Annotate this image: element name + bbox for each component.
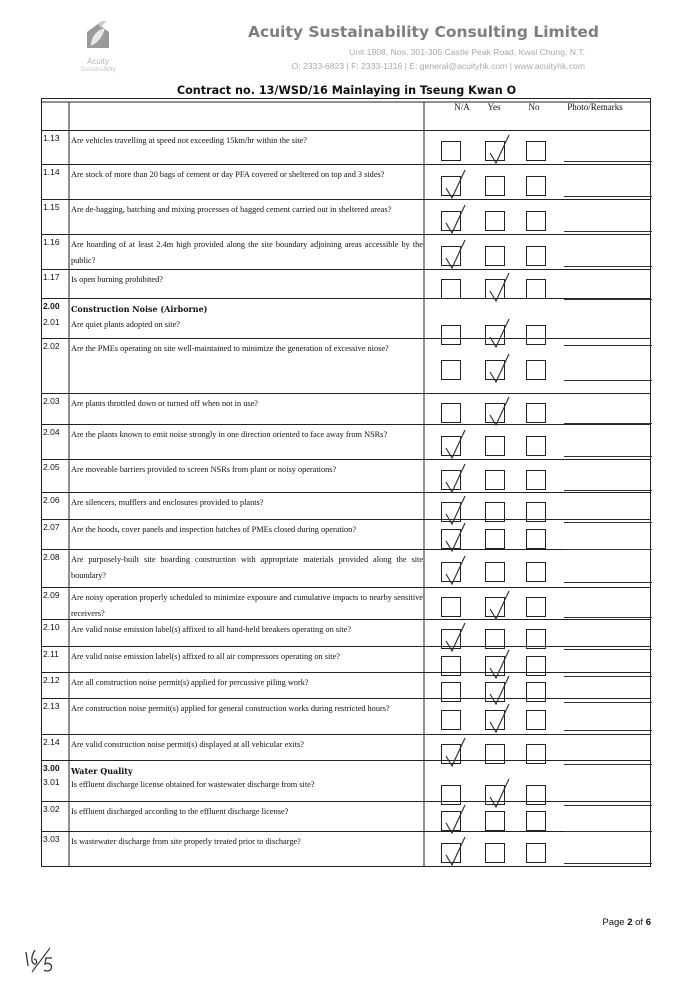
checkbox-no[interactable]: [526, 682, 546, 702]
checkbox-yes[interactable]: [485, 211, 505, 231]
checkbox-na[interactable]: [441, 246, 461, 266]
item-question: Are stock of more than 20 bags of cement or day PFA covered or sheltered on top and 3 sides?: [71, 170, 385, 179]
checklist-row: [41, 459, 651, 493]
item-question: Are valid noise emission label(s) affixed to all hand-held breakers operating on site?: [71, 625, 352, 634]
column-header-no: No: [528, 102, 540, 112]
checkbox-no[interactable]: [526, 629, 546, 649]
checkbox-no[interactable]: [526, 325, 546, 345]
remarks-line[interactable]: [564, 549, 652, 550]
checklist-row: [41, 269, 651, 299]
checklist-row: [41, 199, 651, 235]
checkbox-yes[interactable]: [485, 502, 505, 522]
checkmark-icon: [487, 317, 511, 347]
checkmark-icon: [487, 674, 511, 704]
checklist-row: [41, 393, 651, 425]
item-number: 2.11: [43, 649, 59, 659]
remarks-line[interactable]: [564, 456, 652, 457]
remarks-line[interactable]: [564, 649, 652, 650]
checkbox-yes[interactable]: [485, 279, 505, 299]
checkbox-na[interactable]: [441, 811, 461, 831]
item-question: Are vehicles travelling at speed not exceeding 15km/hr within the site?: [71, 136, 307, 145]
contract-title: Contract no. 13/WSD/16 Mainlaying in Tseung Kwan O: [176, 84, 517, 97]
item-question: Are de-bagging, batching and mixing processes of bagged cement carried out in sheltered areas?: [71, 205, 392, 214]
checkbox-yes[interactable]: [485, 436, 505, 456]
checkmark-icon: [443, 621, 467, 651]
checkbox-no[interactable]: [526, 403, 546, 423]
checkbox-yes[interactable]: [485, 325, 505, 345]
checkmark-icon: [443, 736, 467, 766]
item-question: Are moveable barriers provided to screen NSRs from plant or noisy operations?: [71, 465, 337, 474]
checkbox-no[interactable]: [526, 279, 546, 299]
item-number: 1.17: [43, 272, 60, 282]
checkmark-icon: [443, 803, 467, 833]
checkbox-no[interactable]: [526, 360, 546, 380]
checklist-row: [41, 424, 651, 460]
checkmark-icon: [443, 835, 467, 865]
checkmark-icon: [443, 428, 467, 458]
item-number: 2.05: [43, 462, 60, 472]
remarks-line[interactable]: [564, 490, 652, 491]
item-number: 2.01: [43, 317, 60, 327]
item-question: Are hoarding of at least 2.4m high provided along the site boundary adjoining areas accessible by the public?: [71, 240, 423, 265]
item-question: Are quiet plants adopted on site?: [71, 320, 180, 329]
item-number: 3.02: [43, 804, 60, 814]
remarks-line[interactable]: [564, 702, 652, 703]
checklist-row: [41, 549, 651, 588]
checklist-row: [41, 734, 651, 761]
checkmark-icon: [443, 238, 467, 268]
logo-leaf-icon: [83, 20, 113, 50]
checkbox-no[interactable]: [526, 211, 546, 231]
checkbox-no[interactable]: [526, 470, 546, 490]
remarks-line[interactable]: [564, 831, 652, 832]
remarks-line[interactable]: [564, 423, 652, 424]
item-number: 2.13: [43, 701, 60, 711]
item-question: Are the PMEs operating on site well-maintained to minimize the generation of excessive niose?: [71, 344, 389, 353]
checkbox-no[interactable]: [526, 710, 546, 730]
checkbox-na[interactable]: [441, 279, 461, 299]
company-logo: [62, 20, 134, 74]
item-number: 3.00: [43, 763, 60, 773]
column-header-remarks: Photo/Remarks: [567, 102, 623, 112]
checkbox-na[interactable]: [441, 360, 461, 380]
remarks-line[interactable]: [564, 196, 652, 197]
checkbox-na[interactable]: [441, 502, 461, 522]
checkbox-no[interactable]: [526, 502, 546, 522]
item-question: Are valid construction noise permit(s) displayed at all vehicular exits?: [71, 740, 304, 749]
checklist-row: [41, 519, 651, 550]
item-question: Are plants throttled down or turned off when not in use?: [71, 399, 258, 408]
company-contact: O: 2333-6823 | F: 2333-1316 | E: general@acuityhk.com | www.acuityhk.com: [291, 61, 585, 71]
checklist-row: [41, 646, 651, 673]
checkmark-icon: [487, 589, 511, 619]
item-number: 2.03: [43, 396, 60, 406]
checkbox-na[interactable]: [441, 176, 461, 196]
checkbox-yes[interactable]: [485, 629, 505, 649]
item-question: Are noisy operation properly scheduled to minimize exposure and cumulative impacts to nearby sensitive receivers?: [71, 593, 423, 618]
checkbox-na[interactable]: [441, 597, 461, 617]
checkbox-no[interactable]: [526, 141, 546, 161]
checkbox-yes[interactable]: [485, 176, 505, 196]
checkbox-yes[interactable]: [485, 682, 505, 702]
item-number: 1.13: [43, 133, 60, 143]
checkbox-na[interactable]: [441, 325, 461, 345]
checkmark-icon: [487, 352, 511, 382]
checkbox-no[interactable]: [526, 811, 546, 831]
item-question: Is effluent discharged according to the effluent discharge license?: [71, 807, 289, 816]
section-title: Water Quality: [71, 766, 133, 776]
checkbox-yes[interactable]: [485, 744, 505, 764]
checklist-row: [41, 672, 651, 699]
item-question: Is open burning prohibited?: [71, 275, 163, 284]
item-number: 3.01: [43, 777, 60, 787]
checkbox-no[interactable]: [526, 843, 546, 863]
checkbox-na[interactable]: [441, 436, 461, 456]
checkbox-yes[interactable]: [485, 785, 505, 805]
item-number: 3.03: [43, 834, 60, 844]
section-header-row: [41, 760, 651, 776]
checkbox-yes[interactable]: [485, 843, 505, 863]
checkbox-yes[interactable]: [485, 529, 505, 549]
checkbox-no[interactable]: [526, 246, 546, 266]
checklist-row: [41, 338, 651, 394]
item-number: 2.10: [43, 622, 60, 632]
item-number: 2.04: [43, 427, 60, 437]
item-number: 2.07: [43, 522, 60, 532]
column-header-na: N/A: [454, 102, 470, 112]
checkbox-no[interactable]: [526, 529, 546, 549]
checkbox-na[interactable]: [441, 744, 461, 764]
company-address: Unit 1908, Nos. 301-305 Castle Peak Road, Kwai Chung, N.T.: [349, 47, 585, 57]
item-number: 2.06: [43, 495, 60, 505]
checklist-row: [41, 164, 651, 200]
checkmark-icon: [443, 168, 467, 198]
checklist-row: [41, 775, 651, 801]
logo-subtext: Sustainability: [80, 67, 116, 73]
column-header-yes: Yes: [487, 102, 501, 112]
remarks-line[interactable]: [564, 522, 652, 523]
checkbox-na[interactable]: [441, 785, 461, 805]
checkbox-na[interactable]: [441, 710, 461, 730]
logo-text: Acuity: [87, 57, 109, 66]
checklist-row: [41, 492, 651, 520]
checkbox-yes[interactable]: [485, 360, 505, 380]
checkbox-yes[interactable]: [485, 562, 505, 582]
checkbox-yes[interactable]: [485, 403, 505, 423]
checkbox-yes[interactable]: [485, 246, 505, 266]
checklist-row: [41, 831, 651, 868]
item-question: Are the plants known to emit noise strongly in one direction oriented to face away from NSRs?: [71, 430, 388, 439]
item-question: Are the hoods, cover panels and inspection hatches of PMEs closed during operation?: [71, 525, 357, 534]
remarks-line[interactable]: [564, 805, 652, 806]
checkbox-na[interactable]: [441, 141, 461, 161]
checkbox-yes[interactable]: [485, 811, 505, 831]
checklist-row: [41, 234, 651, 270]
checkbox-no[interactable]: [526, 785, 546, 805]
remarks-line[interactable]: [564, 582, 652, 583]
checkbox-yes[interactable]: [485, 710, 505, 730]
checkmark-icon: [443, 462, 467, 492]
checkbox-na[interactable]: [441, 403, 461, 423]
checklist-row: [41, 698, 651, 735]
checklist-row: [41, 130, 651, 165]
checkbox-no[interactable]: [526, 744, 546, 764]
checkmark-icon: [487, 702, 511, 732]
item-number: 1.14: [43, 167, 60, 177]
checkbox-no[interactable]: [526, 562, 546, 582]
item-number: 1.15: [43, 202, 60, 212]
remarks-line[interactable]: [564, 266, 652, 267]
checklist-row: [41, 801, 651, 832]
checkmark-icon: [443, 494, 467, 524]
remarks-line[interactable]: [564, 863, 652, 864]
checkbox-na[interactable]: [441, 562, 461, 582]
item-number: 1.16: [43, 237, 60, 247]
checkmark-icon: [487, 133, 511, 163]
checklist-row: [41, 587, 651, 620]
item-number: 2.12: [43, 675, 60, 685]
item-question: Are construction noise permit(s) applied for general construction works during restricted hours?: [71, 704, 390, 713]
remarks-line[interactable]: [564, 299, 652, 300]
remarks-line[interactable]: [564, 231, 652, 232]
remarks-line[interactable]: [564, 161, 652, 162]
item-number: 2.02: [43, 341, 60, 351]
remarks-line[interactable]: [564, 676, 652, 677]
checkbox-na[interactable]: [441, 211, 461, 231]
checkmark-icon: [487, 777, 511, 807]
section-header-row: [41, 298, 651, 316]
remarks-line[interactable]: [564, 730, 652, 731]
checkbox-yes[interactable]: [485, 656, 505, 676]
checklist-row: [41, 619, 651, 647]
checkbox-na[interactable]: [441, 843, 461, 863]
checkmark-icon: [443, 203, 467, 233]
checkbox-yes[interactable]: [485, 597, 505, 617]
checkbox-yes[interactable]: [485, 141, 505, 161]
item-number: 2.09: [43, 590, 60, 600]
checklist-row: [41, 315, 651, 338]
checkbox-yes[interactable]: [485, 470, 505, 490]
item-question: Is wastewater discharge from site properly treated prior to discharge?: [71, 837, 301, 846]
remarks-line[interactable]: [564, 345, 652, 346]
remarks-line[interactable]: [564, 764, 652, 765]
item-question: Is effluent discharge license obtained for wastewater discharge from site?: [71, 780, 315, 789]
checkbox-no[interactable]: [526, 436, 546, 456]
item-number: 2.00: [43, 301, 60, 311]
checkbox-na[interactable]: [441, 529, 461, 549]
item-number: 2.08: [43, 552, 60, 562]
checkbox-na[interactable]: [441, 656, 461, 676]
item-question: Are valid noise emission label(s) affixed to all air compressors operating on site?: [71, 652, 340, 661]
checkbox-no[interactable]: [526, 656, 546, 676]
remarks-line[interactable]: [564, 617, 652, 618]
checkbox-na[interactable]: [441, 629, 461, 649]
checkbox-no[interactable]: [526, 176, 546, 196]
remarks-line[interactable]: [564, 380, 652, 381]
section-title: Construction Noise (Airborne): [71, 304, 208, 314]
checkbox-na[interactable]: [441, 682, 461, 702]
company-name: Acuity Sustainability Consulting Limited: [247, 23, 599, 41]
checkmark-icon: [487, 395, 511, 425]
checkmark-icon: [443, 554, 467, 584]
page-number: Page 2 of 6: [602, 917, 651, 928]
item-number: 2.14: [43, 737, 60, 747]
checkmark-icon: [443, 521, 467, 551]
item-question: Are silencers, mufflers and enclosures provided to plants?: [71, 498, 264, 507]
handwritten-note: [22, 944, 62, 978]
checkbox-no[interactable]: [526, 597, 546, 617]
item-question: Are all construction noise permit(s) applied for percussive piling work?: [71, 678, 309, 687]
item-question: Are purposely-built site hoarding construction with appropriate materials provided along the site boundary?: [71, 555, 423, 580]
checkmark-icon: [487, 271, 511, 301]
checkbox-na[interactable]: [441, 470, 461, 490]
